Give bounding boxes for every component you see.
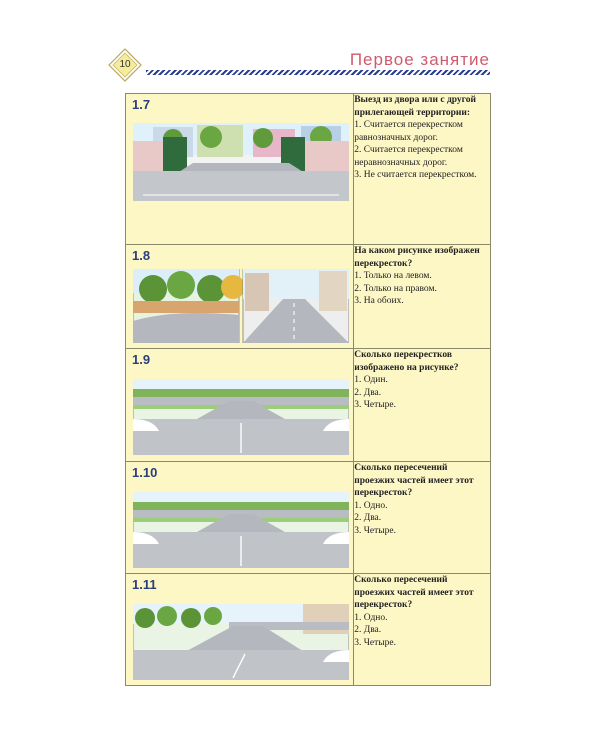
answer-option: 1. Одно. [354,500,388,511]
page-header [0,0,600,90]
question-row [126,349,491,462]
header-stripe [146,70,490,75]
question-image-cell [126,462,354,574]
page-number-badge [108,48,142,82]
question-number: 1.7 [132,97,151,112]
answer-option: 3. Не считается перекрестком. [354,170,477,180]
question-title: На каком рисунке изображен перекресток? [354,246,480,269]
question-number: 1.8 [132,248,151,263]
question-row [126,94,491,245]
section-title: Первое занятие [349,50,490,69]
yard-exit-illustration [133,123,349,201]
answer-option: 3. Четыре. [354,637,396,648]
question-text-cell [354,574,491,686]
answer-option: 3. Четыре. [354,525,396,536]
question-row [126,462,491,574]
question-number: 1.10 [132,465,158,480]
answer-option: 3. На обоих. [354,296,404,306]
question-title: Сколько пересечений проезжих частей имеет этот перекресток? [354,463,474,498]
question-text-cell [354,245,491,349]
question-title: Сколько пересечений проезжих частей имеет этот перекресток? [354,575,474,610]
answer-option: 2. Два. [354,513,382,523]
answer-option: 2. Только на правом. [354,283,437,294]
intersection-illustration-a [133,379,349,455]
two-roads-illustration [133,269,349,343]
answer-option: 1. Считается перекрестком равнозначных дорог. [354,120,463,143]
question-number: 1.9 [132,352,151,367]
answer-option: 1. Только на левом. [354,271,432,281]
question-text-cell [354,94,491,245]
answer-option: 3. Четыре. [354,400,396,410]
intersection-illustration-b [133,492,349,568]
answer-option: 2. Считается перекрестком неравнозначных дорог. [354,145,463,168]
question-row [126,574,491,686]
answer-option: 1. Одно. [354,612,388,623]
question-image-cell [126,349,354,462]
answer-option: 1. Один. [354,375,388,385]
question-row [126,245,491,349]
question-number: 1.11 [132,577,157,592]
question-title: Выезд из двора или с другой прилегающей территории: [354,95,476,118]
answer-option: 2. Два. [354,625,382,635]
question-title: Сколько перекрестков изображено на рисунке? [354,350,459,373]
question-image-cell [126,245,354,349]
question-image-cell [126,574,354,686]
question-text-cell [354,349,491,462]
page-number: 10 [119,59,131,70]
question-image-cell [126,94,354,245]
answer-option: 2. Два. [354,387,382,398]
intersection-illustration-c [133,604,349,680]
questions-table [125,93,491,686]
question-text-cell [354,462,491,574]
